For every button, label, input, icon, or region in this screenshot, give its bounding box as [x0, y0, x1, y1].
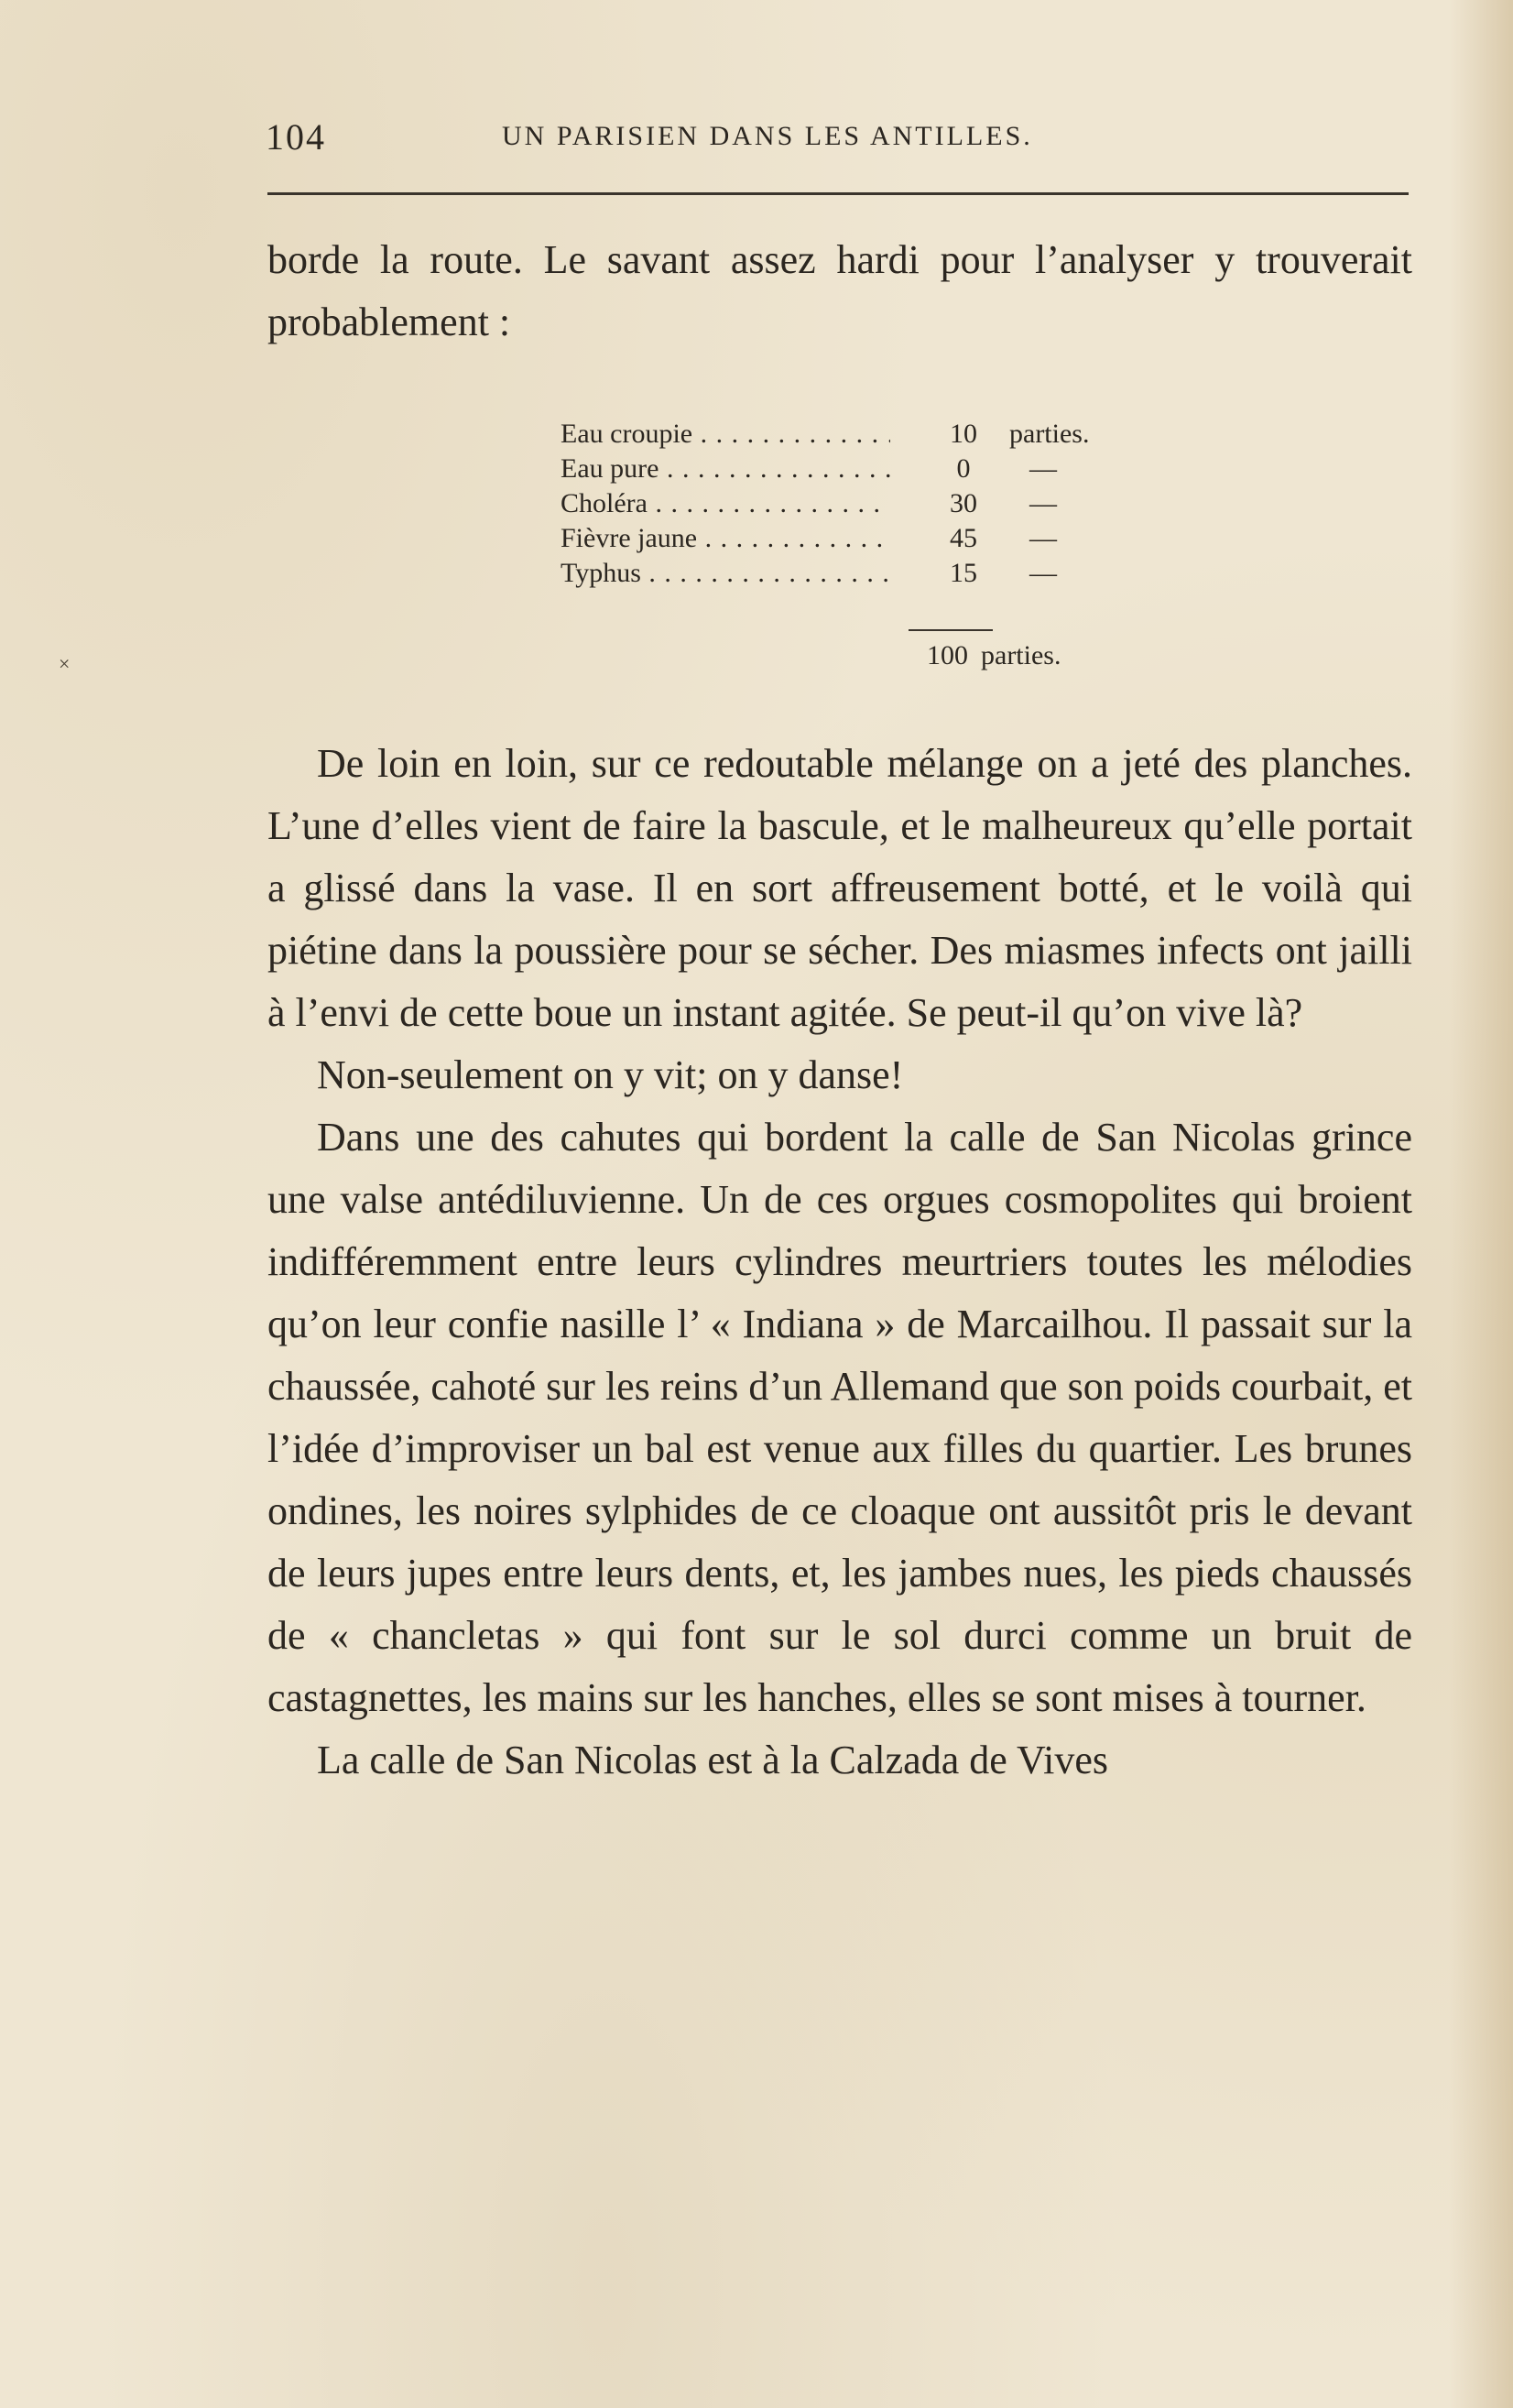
- page-header: [266, 110, 1410, 165]
- table-row: [561, 452, 1128, 486]
- total-value: 100: [927, 640, 968, 670]
- row-label: Fièvre jaune . . .: [561, 521, 890, 556]
- row-value: 45: [950, 523, 977, 553]
- table-row: [561, 417, 1128, 452]
- body-text: [267, 733, 1412, 1792]
- row-unit: —: [1029, 523, 1057, 553]
- paragraph: La calle de San Nicolas est à la Calzada de Vives: [317, 1738, 1108, 1782]
- row-unit: —: [1029, 453, 1057, 484]
- row-value: 30: [950, 488, 977, 518]
- page-number: 104: [266, 116, 326, 158]
- row-value: 0: [956, 453, 971, 484]
- header-rule: [267, 192, 1409, 195]
- row-unit: parties.: [1009, 419, 1090, 449]
- intro-text: borde la route. Le savant assez hardi pour l’analyser y trouverait probablement :: [267, 237, 1412, 344]
- composition-table: [561, 417, 1128, 591]
- row-value: 10: [950, 419, 977, 449]
- row-label: Choléra . . .: [561, 486, 890, 521]
- total-unit: parties.: [981, 640, 1061, 670]
- sum-rule: [909, 629, 993, 631]
- table-row: [561, 521, 1128, 556]
- table-row: [561, 486, 1128, 521]
- paragraph: Dans une des cahutes qui bordent la calle de San Nicolas grince une valse antédiluvienne. Un de ces orgues cosmopolites qui broient indifféremment entre leurs cylindres meurtriers toutes les mélodies qu’on leur confie nasille l’ « Indiana » de Marcailhou. Il passait sur la chaussée, cahoté sur les reins d’un Allemand que son poids courbait, et l’idée d’improviser un bal est venue aux filles du quartier. Les brunes ondines, les noires sylphides de ce cloaque ont aussitôt pris le devant de leurs jupes entre leurs dents, et, les jambes nues, les pieds chaussés de « chancletas » qui font sur le sol durci comme un bruit de castagnettes, les mains sur les hanches, elles se sont mises à tourner.: [267, 1115, 1413, 1720]
- paragraph: Non-seulement on y vit; on y danse!: [317, 1052, 904, 1097]
- table-row: [561, 556, 1128, 591]
- ink-speck: ×: [59, 652, 71, 675]
- row-unit: —: [1029, 488, 1057, 518]
- row-label: Eau croupie . . .: [561, 417, 890, 452]
- page-edge-shadow: [1449, 0, 1513, 2408]
- intro-paragraph: [267, 229, 1412, 354]
- paragraph: De loin en loin, sur ce redoutable mélange on a jeté des planches. L’une d’elles vient de faire la bascule, et le malheureux qu’elle portait a glissé dans la vase. Il en sort affreusement botté, et le voilà qui piétine dans la poussière pour se sécher. Des miasmes infects ont jailli à l’envi de cette boue un instant agitée. Se peut-il qu’on vive là?: [267, 741, 1412, 1035]
- row-label: Eau pure . . .: [561, 452, 890, 486]
- row-unit: —: [1029, 558, 1057, 588]
- row-value: 15: [950, 558, 977, 588]
- table-total: [927, 638, 1061, 673]
- running-title: UN PARISIEN DANS LES ANTILLES.: [502, 121, 1033, 151]
- row-label: Typhus . . .: [561, 556, 890, 591]
